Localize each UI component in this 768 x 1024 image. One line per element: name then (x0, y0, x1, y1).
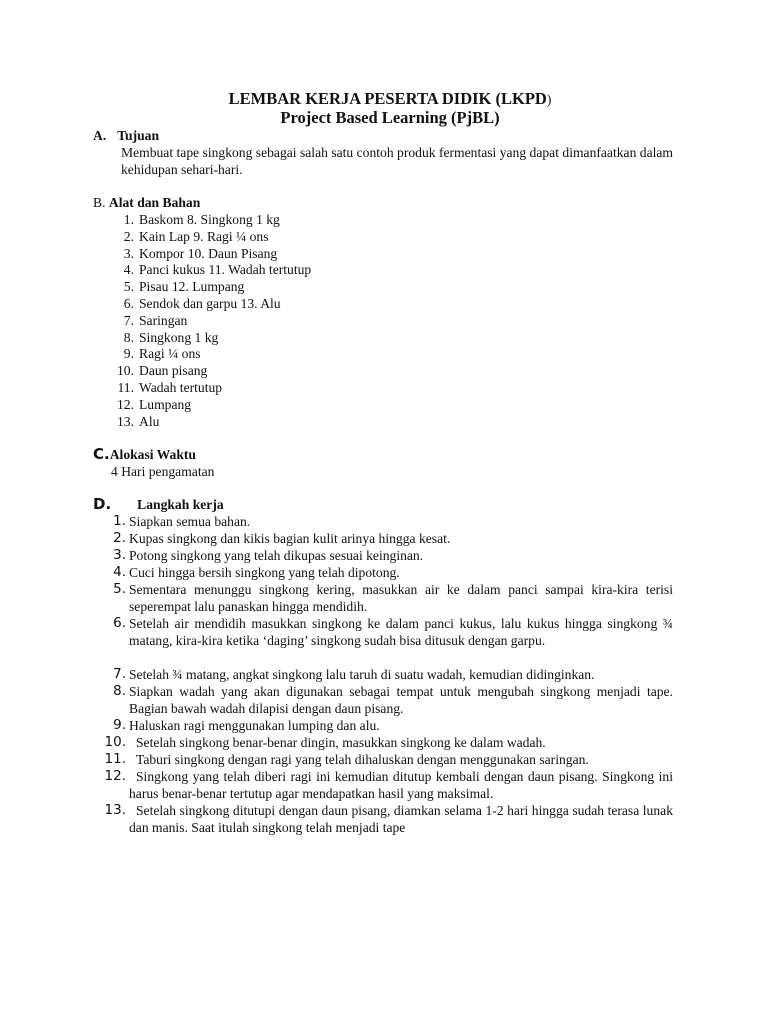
section-a-text: Membuat tape singkong sebagai salah satu contoh produk fermentasi yang dapat dimanfaatkan dalam kehidupan sehari-hari. (121, 145, 673, 177)
tools-item-number: 4. (123, 262, 134, 278)
step-text: Potong singkong yang telah dikupas sesuai keinginan. (129, 548, 424, 563)
section-c-letter: C. (93, 445, 110, 463)
step-number: 7. (113, 666, 126, 682)
step-number: 8. (113, 683, 126, 699)
section-c-text: 4 Hari pengamatan (111, 464, 215, 479)
document-subtitle: Project Based Learning (PjBL) (280, 108, 500, 127)
step-number: 2. (113, 530, 126, 546)
tools-item-number: 1. (123, 212, 134, 227)
section-d-heading (93, 496, 224, 513)
step-number: 12. (104, 768, 126, 784)
section-b-heading (93, 194, 200, 211)
tools-item-number: 5. (123, 279, 134, 295)
title-line-1: LEMBAR KERJA PESERTA DIDIK (LKPD (228, 89, 547, 108)
section-a-heading (93, 127, 159, 144)
step-number: 5. (113, 581, 126, 597)
tools-list-item: Alu (139, 413, 160, 429)
step-text: Haluskan ragi menggunakan lumping dan alu. (129, 718, 380, 733)
tools-item-number: 2. (123, 228, 134, 244)
section-a-title: Tujuan (117, 128, 160, 143)
section-d-letter: D. (93, 495, 112, 513)
tools-item-number: 12. (117, 396, 134, 412)
tools-item-number: 3. (123, 245, 134, 261)
section-b-letter: B. (93, 195, 106, 210)
tools-list-item: Lumpang (139, 396, 192, 412)
tools-list-item: Kompor 10. Daun Pisang (139, 245, 278, 261)
tools-item-number: 7. (123, 312, 134, 328)
tools-item-number: 6. (123, 296, 134, 311)
step-text: Taburi singkong dengan ragi yang telah dihaluskan dengan menggunakan saringan. (136, 752, 589, 767)
tools-list-item: Kain Lap 9. Ragi ¼ ons (139, 228, 269, 244)
step-text: Setelah ¾ matang, angkat singkong lalu taruh di suatu wadah, kemudian didinginkan. (129, 667, 595, 682)
step-text: Setelah singkong ditutupi dengan daun pisang, diamkan selama 1-2 hari hingga sudah terasa lunak dan manis. Saat itulah singkong telah menjadi tape (129, 803, 673, 835)
section-d-title: Langkah kerja (137, 497, 224, 512)
document-title (0, 89, 768, 110)
step-number: 1. (113, 513, 126, 529)
tools-list-item: Ragi ¼ ons (139, 346, 201, 362)
tools-list-item: Panci kukus 11. Wadah tertutup (139, 262, 312, 278)
tools-item-number: 10. (117, 363, 134, 379)
tools-item-number: 9. (123, 346, 134, 362)
section-c-heading (93, 446, 196, 463)
step-text: Sementara menunggu singkong kering, masukkan air ke dalam panci sampai kira-kira terisi seperempat lalu panaskan hingga mendidih. (129, 582, 673, 614)
tools-item-number: 11. (117, 380, 134, 395)
step-text: Cuci hingga bersih singkong yang telah dipotong. (129, 565, 400, 580)
step-number: 9. (113, 717, 126, 733)
tools-list-item: Wadah tertutup (139, 380, 223, 395)
step-number: 11. (104, 751, 126, 767)
step-text: Setelah air mendidih masukkan singkong ke dalam panci kukus, lalu kukus hingga singkong ¾ matang, kira-kira ketika ‘daging’ singkong sudah bisa ditusuk dengan garpu. (129, 616, 673, 648)
step-number: 4. (113, 564, 126, 580)
tools-list-item: Saringan (139, 312, 188, 328)
step-number: 3. (113, 547, 126, 563)
tools-list-item: Singkong 1 kg (139, 329, 219, 345)
step-text: Setelah singkong benar-benar dingin, masukkan singkong ke dalam wadah. (136, 735, 546, 750)
tools-list-item: Sendok dan garpu 13. Alu (139, 296, 281, 311)
tools-item-number: 8. (123, 329, 134, 345)
step-text: Siapkan wadah yang akan digunakan sebagai tempat untuk mengubah singkong menjadi tape. Bagian bawah wadah dilapisi dengan daun pisang. (129, 684, 673, 716)
title-paren: ) (546, 92, 552, 107)
step-text: Kupas singkong dan kikis bagian kulit arinya hingga kesat. (129, 531, 451, 546)
section-a-letter: A. (93, 128, 107, 143)
step-text: Siapkan semua bahan. (129, 514, 251, 529)
step-number: 13. (104, 802, 126, 818)
tools-list-item: Pisau 12. Lumpang (139, 279, 245, 295)
step-number: 10. (104, 734, 126, 750)
section-b-title: Alat dan Bahan (108, 195, 201, 210)
section-c-title: Alokasi Waktu (109, 447, 196, 462)
step-number: 6. (113, 615, 126, 631)
tools-list-item: Daun pisang (139, 363, 208, 379)
tools-item-number: 13. (117, 413, 134, 429)
step-text: Singkong yang telah diberi ragi ini kemudian ditutup kembali dengan daun pisang. Singkong ini harus benar-benar tertutup agar mendapatkan hasil yang maksimal. (129, 769, 673, 801)
tools-list-item: Baskom 8. Singkong 1 kg (139, 212, 280, 227)
